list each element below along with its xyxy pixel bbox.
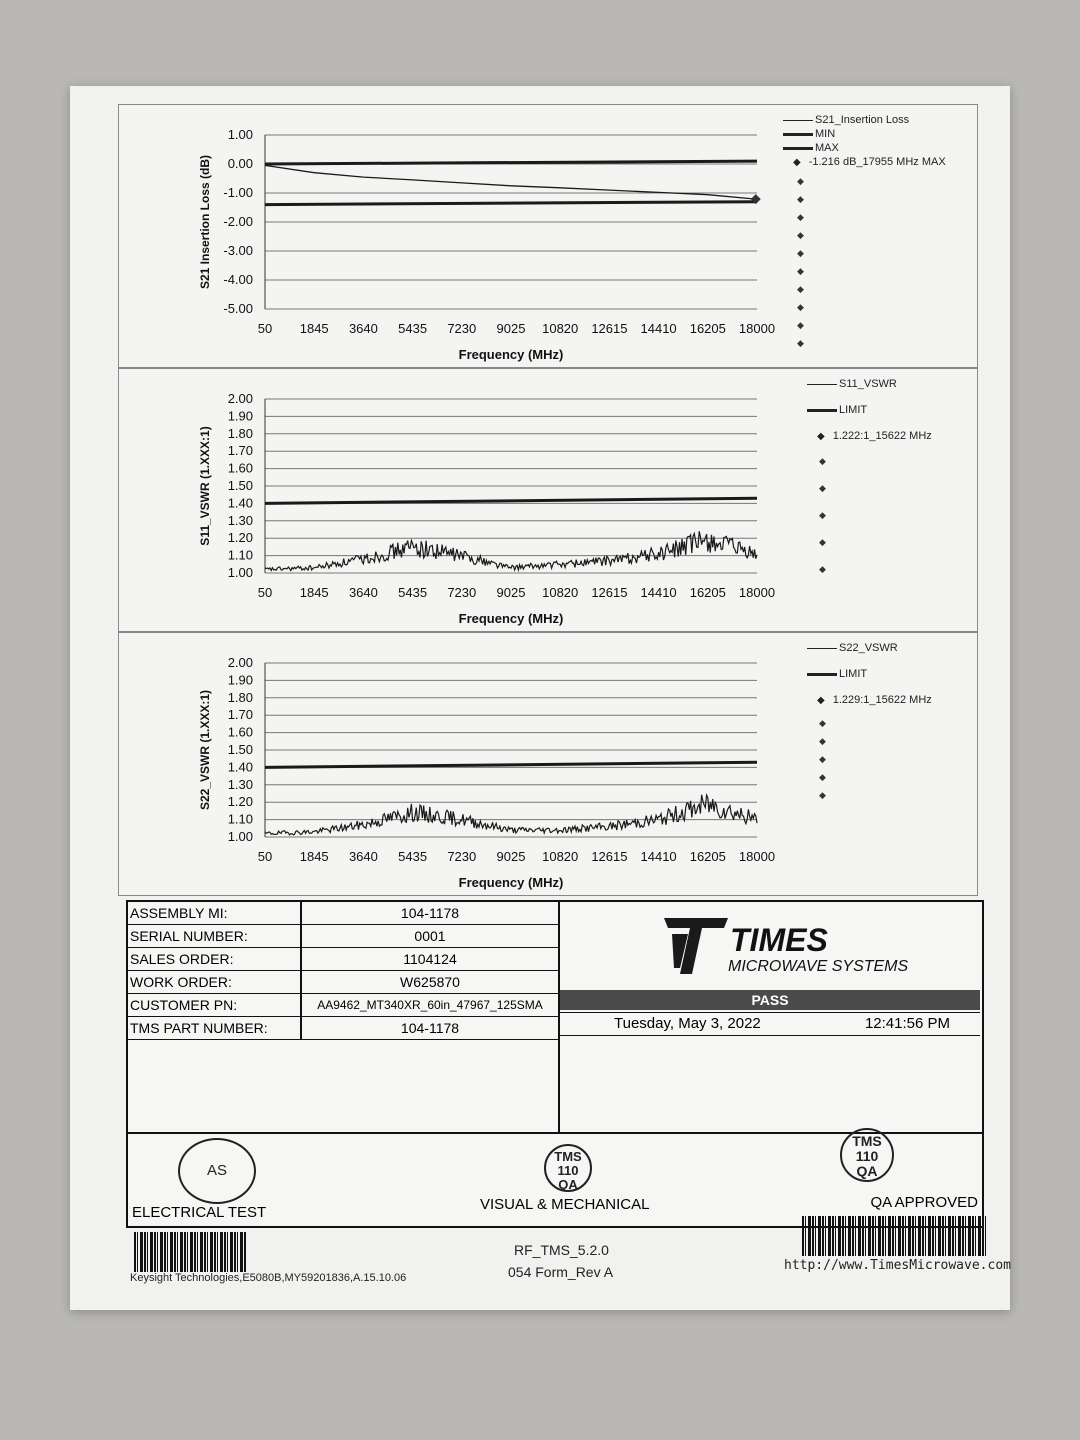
signoff-area <box>128 1132 982 1226</box>
legend-dots: ◆ ◆ ◆ ◆ ◆ <box>819 456 826 574</box>
x-tick-label: 3640 <box>348 585 378 600</box>
y-tick-label: 0.00 <box>227 156 253 171</box>
url-barcode <box>802 1216 988 1256</box>
x-tick-label: 10820 <box>542 849 579 864</box>
x-axis-title: Frequency (MHz) <box>458 347 564 362</box>
x-tick-label: 16205 <box>689 321 726 336</box>
y-tick-label: -3.00 <box>223 243 253 258</box>
legend-dots: ◆ ◆ ◆ ◆ ◆ ◆ ◆ ◆ ◆ ◆ <box>797 176 804 348</box>
result-badge: PASS <box>560 990 980 1010</box>
x-tick-label: 12615 <box>591 321 628 336</box>
field-row <box>128 971 558 994</box>
y-tick-label: 1.30 <box>227 776 253 792</box>
x-tick-label: 7230 <box>447 321 477 336</box>
field-row <box>128 948 558 971</box>
y-axis-title: S21 Insertion Loss (dB) <box>198 154 212 290</box>
field-value: 1104124 <box>403 951 457 967</box>
stamp-line: TMS <box>852 1133 882 1149</box>
x-tick-label: 9025 <box>496 585 526 600</box>
y-tick-label: 1.60 <box>227 724 253 740</box>
s21-chart-panel <box>118 104 978 368</box>
y-tick-label: 1.70 <box>227 443 253 459</box>
x-tick-label: 7230 <box>447 585 477 600</box>
form-revision: 054 Form_Rev A <box>508 1264 614 1280</box>
y-tick-label: -2.00 <box>223 214 253 229</box>
x-tick-label: 18000 <box>738 585 776 600</box>
legend-min: MIN <box>815 128 836 140</box>
date-row <box>560 1012 980 1036</box>
x-axis-title: Frequency (MHz) <box>458 875 564 890</box>
x-tick-label: 14410 <box>640 585 677 600</box>
y-tick-label: 1.60 <box>227 460 253 476</box>
legend-marker: -1.216 dB_17955 MHz MAX <box>808 156 946 168</box>
y-tick-label: 1.40 <box>227 495 253 511</box>
electrical-test-label: ELECTRICAL TEST <box>132 1204 267 1221</box>
field-label: SALES ORDER: <box>128 948 302 970</box>
x-tick-label: 5435 <box>398 585 428 600</box>
legend-marker: 1.229:1_15622 MHz <box>832 694 932 706</box>
test-time: 12:41:56 PM <box>864 1015 950 1032</box>
y-tick-label: 1.90 <box>227 408 253 424</box>
x-tick-label: 9025 <box>496 321 526 336</box>
field-label: SERIAL NUMBER: <box>128 925 302 947</box>
series-line-s21-insertion-loss <box>265 165 757 199</box>
x-tick-label: 50 <box>257 321 273 336</box>
software-version: RF_TMS_5.2.0 <box>514 1242 609 1258</box>
legend-limit: LIMIT <box>839 404 868 416</box>
x-tick-label: 12615 <box>591 585 628 600</box>
field-label: WORK ORDER: <box>128 971 302 993</box>
brand-subtitle: MICROWAVE SYSTEMS <box>728 958 909 975</box>
s11-legend: S11_VSWR LIMIT ◆ 1.222:1_15622 MHz <box>807 377 932 443</box>
x-tick-label: 18000 <box>738 849 776 864</box>
y-tick-label: 1.30 <box>227 512 253 528</box>
fields-list <box>128 902 558 1040</box>
y-tick-label: 1.80 <box>227 689 253 705</box>
legend-marker: 1.222:1_15622 MHz <box>832 430 932 442</box>
legend-s11: S11_VSWR <box>839 378 897 390</box>
field-value: AA9462_MT340XR_60in_47967_125SMA <box>317 998 543 1012</box>
part-info-table <box>126 900 984 1228</box>
x-axis-title: Frequency (MHz) <box>458 611 564 626</box>
x-tick-label: 5435 <box>398 321 428 336</box>
field-value: 0001 <box>414 928 446 944</box>
brand-logo <box>560 902 980 990</box>
y-tick-label: -4.00 <box>223 272 253 287</box>
y-tick-label: 1.10 <box>227 547 253 563</box>
s22-legend: S22_VSWR LIMIT ◆ 1.229:1_15622 MHz <box>807 641 932 707</box>
x-tick-label: 5435 <box>398 849 428 864</box>
x-tick-label: 16205 <box>689 585 726 600</box>
field-label: TMS PART NUMBER: <box>128 1017 302 1039</box>
x-tick-label: 1845 <box>299 849 329 864</box>
field-row <box>128 925 558 948</box>
y-tick-label: -5.00 <box>223 301 253 316</box>
y-tick-label: 1.00 <box>227 565 253 580</box>
field-value: W625870 <box>400 974 460 990</box>
electrical-initials-stamp: AS <box>178 1138 256 1204</box>
x-tick-label: 10820 <box>542 585 579 600</box>
series-line-min <box>265 202 757 205</box>
x-tick-label: 3640 <box>348 849 378 864</box>
company-url: http://www.TimesMicrowave.com <box>784 1258 1011 1273</box>
y-tick-label: 1.20 <box>227 530 253 546</box>
legend-max: MAX <box>815 142 839 154</box>
stamp-line: 110 <box>557 1163 579 1178</box>
field-row <box>128 994 558 1017</box>
y-axis-title: S11_VSWR (1.XXX:1) <box>198 426 212 546</box>
s11-chart-panel <box>118 368 978 632</box>
s22-chart-panel <box>118 632 978 896</box>
x-tick-label: 1845 <box>299 321 329 336</box>
y-tick-label: 1.10 <box>227 811 253 827</box>
y-tick-label: 1.50 <box>227 742 253 757</box>
stamp-line: QA <box>856 1163 878 1179</box>
x-tick-label: 14410 <box>640 321 677 336</box>
y-tick-label: 1.70 <box>227 707 253 723</box>
y-tick-label: 1.00 <box>227 127 253 142</box>
test-report-sheet <box>70 86 1010 1310</box>
stamp-line: QA <box>558 1177 578 1192</box>
visual-mechanical-label: VISUAL & MECHANICAL <box>480 1196 650 1213</box>
series-line-limit <box>265 762 757 767</box>
x-tick-label: 10820 <box>542 321 579 336</box>
x-tick-label: 9025 <box>496 849 526 864</box>
x-tick-label: 12615 <box>591 849 628 864</box>
field-row <box>128 1017 558 1040</box>
y-tick-label: 1.90 <box>227 672 253 688</box>
x-tick-label: 18000 <box>738 321 776 336</box>
x-tick-label: 50 <box>257 585 273 600</box>
field-row <box>128 902 558 925</box>
field-label: CUSTOMER PN: <box>128 994 302 1016</box>
y-tick-label: 2.00 <box>227 655 253 670</box>
x-tick-label: 14410 <box>640 849 677 864</box>
field-value: 104-1178 <box>400 905 460 921</box>
x-tick-label: 7230 <box>447 849 477 864</box>
y-tick-label: 1.00 <box>227 829 253 844</box>
x-tick-label: 3640 <box>348 321 378 336</box>
series-line-s22-vswr <box>265 795 757 835</box>
x-tick-label: 16205 <box>689 849 726 864</box>
y-axis-title: S22_VSWR (1.XXX:1) <box>198 689 212 811</box>
stamp-line: TMS <box>554 1149 582 1164</box>
instrument-barcode <box>134 1232 246 1272</box>
x-tick-label: 1845 <box>299 585 329 600</box>
legend-dots: ◆ ◆ ◆ ◆ ◆ <box>819 718 826 800</box>
legend-limit: LIMIT <box>839 668 868 680</box>
times-logo-icon <box>658 912 738 982</box>
visual-qa-stamp <box>544 1144 592 1192</box>
y-tick-label: 1.20 <box>227 794 253 810</box>
series-line-limit <box>265 498 757 503</box>
brand-name: TIMES <box>730 922 828 958</box>
s21-legend: S21_Insertion Loss MIN MAX ◆ -1.216 dB_17955 MHz MAX <box>783 113 946 169</box>
y-tick-label: 1.80 <box>227 425 253 441</box>
test-date: Tuesday, May 3, 2022 <box>614 1015 761 1032</box>
stamp-line: 110 <box>855 1148 879 1164</box>
qa-approved-stamp <box>840 1128 894 1182</box>
series-line-s11-vswr <box>265 531 757 570</box>
y-tick-label: 1.50 <box>227 478 253 493</box>
field-label: ASSEMBLY MI: <box>128 902 302 924</box>
x-tick-label: 50 <box>257 849 273 864</box>
field-value: 104-1178 <box>400 1020 460 1036</box>
legend-s22: S22_VSWR <box>839 642 898 654</box>
qa-approved-label: QA APPROVED <box>870 1194 978 1211</box>
legend-s21: S21_Insertion Loss <box>815 114 910 126</box>
y-tick-label: 2.00 <box>227 391 253 406</box>
y-tick-label: 1.40 <box>227 759 253 775</box>
y-tick-label: -1.00 <box>223 185 253 200</box>
instrument-id: Keysight Technologies,E5080B,MY59201836,A.15.10.06 <box>130 1272 407 1284</box>
